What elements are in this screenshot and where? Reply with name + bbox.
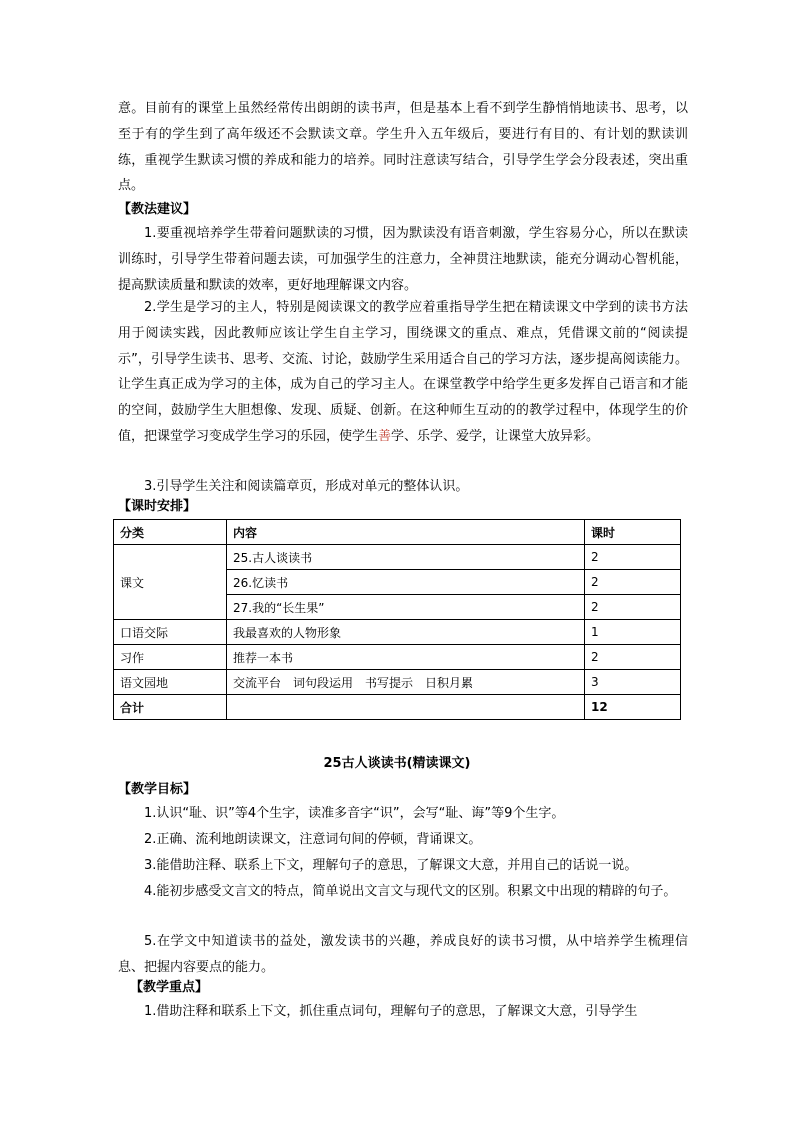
table-row — [114, 620, 681, 645]
goal-item: 3.能借助注释、联系上下文，理解句子的意思，了解课文大意，并用自己的话说一说。 — [144, 858, 638, 873]
table-row — [114, 645, 681, 670]
goal-item: 1.认识“耻、识”等4个生字，读准多音字“识”，会写“耻、诲”等9个生字。 — [144, 806, 565, 821]
header-content: 内容 — [227, 520, 585, 545]
goal-item: 4.能初步感受文言文的特点，简单说出文言文与现代文的区别。积累文中出现的精辟的句子。 — [144, 884, 677, 899]
table-row — [114, 545, 681, 570]
intro-line: 分段表述，突出重点。 — [118, 152, 688, 194]
teaching-suggestions-heading: 【教法建议】 — [118, 202, 197, 217]
table-total-row — [114, 695, 681, 720]
suggestion-paragraph-2 — [118, 295, 688, 450]
suggestion-text: 学、乐学、爱学，让课堂大放异彩。 — [391, 428, 600, 444]
total-label-cell: 合计 — [114, 695, 227, 720]
category-cell: 语文园地 — [114, 670, 227, 695]
suggestion-paragraph-3: 3.引导学生关注和阅读篇章页，形成对单元的整体认识。 — [144, 479, 469, 494]
intro-line: 考，以至于有的学生到了高年级还不会默读文章。学生升入五年级后，要进行有目的、有计 — [118, 101, 688, 142]
hours-cell: 2 — [585, 645, 681, 670]
suggestion-text: 2.学生是学习的主人，特别是阅读课文的教学应着重指导学生把在精读课文中学到的读书方法用于阅读实践，因此教师应该让学生自主学习，围绕课文的重点、难点，凭借课文前的“阅读提示”，引导学生读书、思考、交流、讨论，鼓励学生采用适合自己的学习方法，逐步提高阅读能力。让学生真正成为学习的主体，成为自己的学习主人。在课堂教学中给学生更多发挥自己语言和才能的空间，鼓励学生大胆想像、发现、质疑、创新。在这种师生互动的的教学过程中，体现学生的价值，把课堂学习变成学生学习的乐园，使学生 — [118, 300, 688, 444]
header-category: 分类 — [114, 520, 227, 545]
table-header-row — [114, 520, 681, 545]
intro-paragraph — [118, 96, 688, 199]
highlighted-character: 善 — [378, 428, 392, 444]
content-cell: 交流平台 词句段运用 书写提示 日积月累 — [227, 670, 585, 695]
category-cell: 课文 — [114, 545, 227, 620]
hours-cell: 2 — [585, 570, 681, 595]
schedule-heading: 【课时安排】 — [118, 499, 197, 514]
hours-cell: 2 — [585, 545, 681, 570]
schedule-table — [113, 519, 681, 720]
content-cell: 27.我的“长生果” — [227, 595, 585, 620]
intro-line: 意。目前有的课堂上虽然经常传出朗朗的读书声，但是基本上看不到学生静悄悄地读书、思 — [118, 101, 649, 116]
category-cell: 习作 — [114, 645, 227, 670]
key-point-item: 1.借助注释和联系上下文，抓住重点词句，理解句子的意思，了解课文大意，引导学生 — [144, 1004, 638, 1019]
header-hours: 课时 — [585, 520, 681, 545]
content-cell: 我最喜欢的人物形象 — [227, 620, 585, 645]
total-hours-cell: 12 — [585, 695, 681, 720]
category-cell: 口语交际 — [114, 620, 227, 645]
content-cell: 26.忆读书 — [227, 570, 585, 595]
hours-cell: 2 — [585, 595, 681, 620]
goals-heading: 【教学目标】 — [118, 782, 197, 797]
key-points-heading: 【教学重点】 — [130, 980, 209, 995]
content-cell: 推荐一本书 — [227, 645, 585, 670]
table-row — [114, 670, 681, 695]
suggestion-paragraph-1: 1.要重视培养学生带着问题默读的习惯，因为默读没有语音刺激，学生容易分心，所以在默读训练时，引导学生带着问题去读，可加强学生的注意力，全神贯注地默读，能充分调动心智机能，提高默读质量和默读的效率，更好地理解课文内容。 — [118, 226, 688, 293]
intro-line: 划的默读训练，重视学生默读习惯的养成和能力的培养。同时注意读写结合，引导学生学会 — [118, 126, 688, 168]
total-content-cell — [227, 695, 585, 720]
goal-item: 5.在学文中知道读书的益处，激发读书的兴趣，养成良好的读书习惯，从中培养学生梳理信息、把握内容要点的能力。 — [118, 934, 688, 975]
hours-cell: 1 — [585, 620, 681, 645]
lesson-title: 25古人谈读书(精读课文) — [323, 756, 471, 771]
hours-cell: 3 — [585, 670, 681, 695]
content-cell: 25.古人谈读书 — [227, 545, 585, 570]
goal-item: 2.正确、流利地朗读课文，注意词句间的停顿，背诵课文。 — [144, 832, 482, 847]
